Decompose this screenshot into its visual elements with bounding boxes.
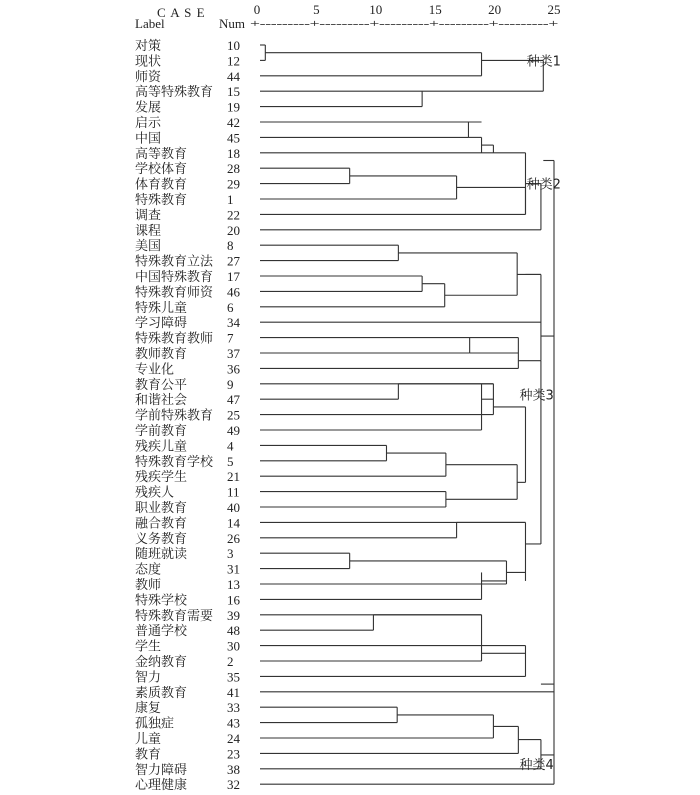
row-num: 27: [227, 253, 240, 269]
row-label: 随班就读: [135, 547, 188, 563]
row-label: 职业教育: [135, 501, 188, 516]
row-num: 36: [227, 361, 240, 377]
row-label: 残疾学生: [135, 470, 188, 486]
cluster-label: 种类3: [519, 388, 554, 404]
row-label: 体育教育: [135, 177, 188, 193]
row-num: 2: [227, 654, 234, 669]
x-tick-label: 15: [428, 2, 442, 17]
cluster-label: 种类1: [526, 54, 561, 70]
row-label: 学前教育: [135, 424, 188, 439]
row-label: 智力: [135, 670, 162, 686]
row-num: 1: [227, 192, 234, 207]
row-num: 24: [227, 731, 240, 746]
row-label: 特殊儿童: [135, 300, 188, 316]
row-num: 43: [227, 715, 240, 731]
row-num: 39: [227, 607, 240, 623]
row-num: 25: [227, 407, 240, 423]
row-num: 4: [227, 438, 234, 454]
row-num: 15: [227, 84, 240, 100]
row-num: 30: [227, 638, 240, 654]
row-num: 42: [227, 115, 240, 130]
row-label: 特殊教育需要: [135, 608, 214, 624]
row-num: 11: [227, 484, 240, 500]
x-tick-label: 10: [369, 2, 383, 17]
row-num: 17: [227, 269, 240, 284]
header-label: Label: [135, 16, 165, 31]
row-label: 学前特殊教育: [135, 408, 214, 424]
row-num: 40: [227, 500, 240, 515]
row-label: 康复: [135, 701, 162, 717]
header-case: C A S E: [157, 5, 206, 20]
row-num: 10: [227, 38, 240, 53]
row-label: 教育公平: [135, 377, 188, 393]
row-label: 特殊教育: [135, 193, 188, 208]
row-num: 13: [227, 577, 240, 592]
row-num: 26: [227, 530, 240, 546]
row-label: 特殊教育学校: [135, 454, 214, 470]
row-num: 20: [227, 222, 240, 238]
row-label: 美国: [135, 239, 162, 255]
row-num: 44: [227, 68, 240, 84]
row-num: 8: [227, 238, 234, 254]
row-label: 素质教育: [135, 685, 188, 701]
row-num: 28: [227, 161, 240, 177]
cluster-label: 种类2: [526, 177, 561, 193]
row-num: 9: [227, 376, 234, 392]
row-label: 学习障碍: [135, 316, 188, 332]
row-label: 学生: [135, 639, 162, 655]
row-num: 19: [227, 99, 240, 115]
row-label: 残疾儿童: [135, 439, 188, 455]
row-label: 特殊教育教师: [135, 331, 214, 347]
row-label: 教师教育: [135, 347, 188, 362]
row-label: 调查: [135, 208, 162, 224]
x-tick-label: 25: [547, 2, 561, 17]
row-num: 12: [227, 53, 240, 69]
row-num: 3: [227, 546, 234, 562]
row-num: 22: [227, 207, 240, 223]
row-label: 现状: [135, 54, 162, 70]
row-label: 师资: [135, 69, 162, 85]
row-label: 启示: [135, 116, 162, 131]
row-num: 29: [227, 176, 240, 192]
row-num: 34: [227, 315, 240, 331]
row-label: 发展: [135, 100, 162, 116]
row-label: 融合教育: [135, 516, 188, 532]
row-label: 态度: [135, 562, 162, 578]
row-num: 7: [227, 330, 234, 346]
row-label: 儿童: [135, 732, 162, 747]
row-label: 孤独症: [135, 716, 175, 732]
row-num: 45: [227, 130, 240, 146]
row-label: 普通学校: [135, 624, 188, 640]
row-label: 高等特殊教育: [135, 85, 214, 101]
row-num: 47: [227, 392, 240, 408]
row-label: 义务教育: [135, 531, 188, 547]
row-label: 心理健康: [135, 778, 188, 794]
row-num: 32: [227, 777, 240, 793]
row-num: 5: [227, 453, 234, 469]
row-label: 残疾人: [135, 485, 175, 501]
x-tick-label: 5: [313, 2, 320, 17]
row-label: 专业化: [135, 362, 175, 378]
row-num: 6: [227, 299, 234, 315]
row-num: 37: [227, 346, 240, 361]
row-num: 41: [227, 684, 240, 700]
row-num: 46: [227, 284, 240, 300]
row-num: 49: [227, 423, 240, 438]
row-num: 33: [227, 700, 240, 716]
row-label: 中国特殊教育: [135, 270, 214, 285]
row-label: 对策: [135, 39, 162, 54]
header-num: Num: [219, 16, 245, 31]
row-num: 38: [227, 761, 240, 777]
row-num: 14: [227, 515, 240, 531]
axis-ruler: +---------+---------+---------+---------+---------+: [250, 18, 558, 30]
row-num: 23: [227, 746, 240, 762]
row-num: 18: [227, 145, 240, 161]
row-num: 48: [227, 623, 240, 639]
row-label: 智力障碍: [135, 762, 188, 778]
row-num: 21: [227, 469, 240, 485]
cluster-label: 种类4: [519, 758, 554, 774]
row-label: 高等教育: [135, 146, 188, 162]
row-label: 和谐社会: [135, 393, 188, 409]
row-label: 中国: [135, 131, 162, 147]
row-label: 学校体育: [135, 162, 188, 178]
row-label: 教师: [135, 578, 162, 593]
row-num: 31: [227, 561, 240, 577]
row-label: 特殊教育立法: [135, 254, 214, 270]
row-num: 16: [227, 592, 240, 608]
row-label: 特殊学校: [135, 593, 188, 609]
row-label: 特殊教育师资: [135, 285, 214, 301]
row-label: 教育: [135, 747, 162, 763]
x-tick-label: 20: [488, 2, 502, 17]
row-num: 35: [227, 669, 240, 685]
row-label: 金纳教育: [135, 655, 188, 670]
row-label: 课程: [135, 223, 162, 239]
x-tick-label: 0: [253, 2, 261, 17]
